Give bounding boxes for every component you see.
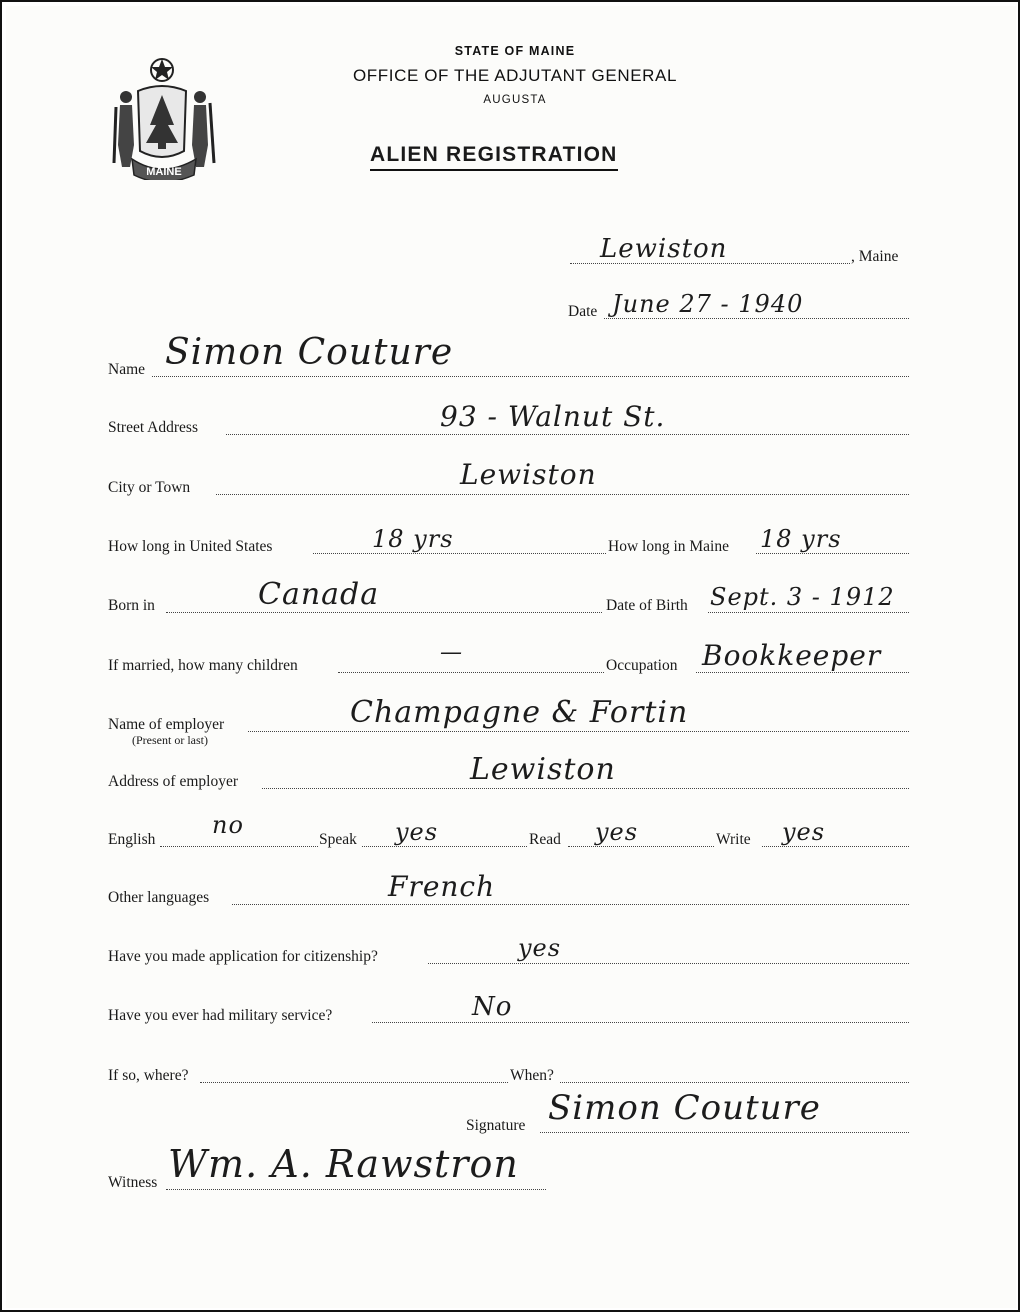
other-languages-label: Other languages — [108, 889, 210, 906]
children-value: — — [440, 640, 463, 665]
date-of-birth-line — [708, 612, 909, 613]
street-address-label: Street Address — [108, 419, 198, 436]
if-so-where-line — [200, 1082, 508, 1083]
how-long-maine-value: 18 yrs — [760, 525, 842, 553]
city-heading: AUGUSTA — [483, 94, 547, 106]
employer-address-line — [262, 788, 909, 789]
place-value: Lewiston — [600, 234, 728, 264]
city-value: Lewiston — [460, 458, 597, 491]
speak-line — [362, 846, 527, 847]
military-value: No — [472, 992, 513, 1022]
witness-value: Wm. A. Rawstron — [168, 1142, 519, 1186]
how-long-maine-label: How long in Maine — [608, 538, 729, 555]
witness-label: Witness — [108, 1174, 158, 1191]
signature-line — [540, 1132, 909, 1133]
read-label: Read — [529, 831, 561, 848]
signature-label: Signature — [466, 1117, 526, 1134]
employer-value: Champagne & Fortin — [350, 695, 689, 730]
street-address-line — [226, 434, 909, 435]
date-of-birth-value: Sept. 3 - 1912 — [710, 583, 895, 611]
write-label: Write — [716, 831, 751, 848]
when-line — [560, 1082, 909, 1083]
occupation-value: Bookkeeper — [702, 639, 882, 672]
military-label: Have you ever had military service? — [108, 1007, 333, 1024]
citizenship-label: Have you made application for citizenship? — [108, 948, 378, 965]
office-heading: OFFICE OF THE ADJUTANT GENERAL — [352, 66, 678, 85]
witness-line — [166, 1189, 546, 1190]
english-value: no — [212, 811, 244, 839]
occupation-label: Occupation — [606, 657, 678, 674]
city-line — [216, 494, 909, 495]
write-line — [762, 846, 909, 847]
children-line — [338, 672, 604, 673]
date-of-birth-label: Date of Birth — [606, 597, 688, 614]
read-line — [568, 846, 714, 847]
street-address-value: 93 - Walnut St. — [440, 400, 666, 433]
born-in-line — [166, 612, 602, 613]
employer-note: (Present or last) — [132, 733, 208, 747]
maine-label: , Maine — [851, 248, 899, 265]
write-value: yes — [782, 818, 826, 846]
english-line — [160, 846, 318, 847]
occupation-line — [696, 672, 909, 673]
how-long-maine-line — [756, 553, 909, 554]
children-label: If married, how many children — [108, 657, 298, 674]
date-value: June 27 - 1940 — [612, 290, 804, 318]
state-seal-icon — [110, 55, 222, 180]
citizenship-value: yes — [518, 934, 562, 962]
read-value: yes — [595, 818, 639, 846]
date-label: Date — [568, 303, 598, 320]
other-languages-value: French — [388, 870, 496, 903]
speak-label: Speak — [319, 831, 357, 848]
if-so-where-label: If so, where? — [108, 1067, 189, 1084]
born-in-label: Born in — [108, 597, 155, 614]
how-long-us-value: 18 yrs — [372, 525, 454, 553]
employer-address-value: Lewiston — [470, 752, 616, 787]
city-label: City or Town — [108, 479, 191, 496]
speak-value: yes — [395, 818, 439, 846]
employer-line — [248, 731, 909, 732]
how-long-us-label: How long in United States — [108, 538, 273, 555]
when-label: When? — [510, 1067, 554, 1084]
name-line — [152, 376, 909, 377]
form-title: ALIEN REGISTRATION — [370, 143, 618, 171]
name-value: Simon Couture — [165, 332, 454, 373]
employer-address-label: Address of employer — [108, 773, 238, 790]
name-label: Name — [108, 361, 146, 378]
seal-banner-text: MAINE — [146, 166, 182, 178]
citizenship-line — [428, 963, 909, 964]
state-heading: STATE OF MAINE — [454, 44, 576, 58]
other-languages-line — [232, 904, 909, 905]
born-in-value: Canada — [258, 577, 380, 612]
military-line — [372, 1022, 909, 1023]
employer-label: Name of employer — [108, 716, 225, 733]
english-label: English — [108, 831, 156, 848]
signature-value: Simon Couture — [548, 1088, 821, 1128]
date-line — [604, 318, 909, 319]
how-long-us-line — [313, 553, 606, 554]
